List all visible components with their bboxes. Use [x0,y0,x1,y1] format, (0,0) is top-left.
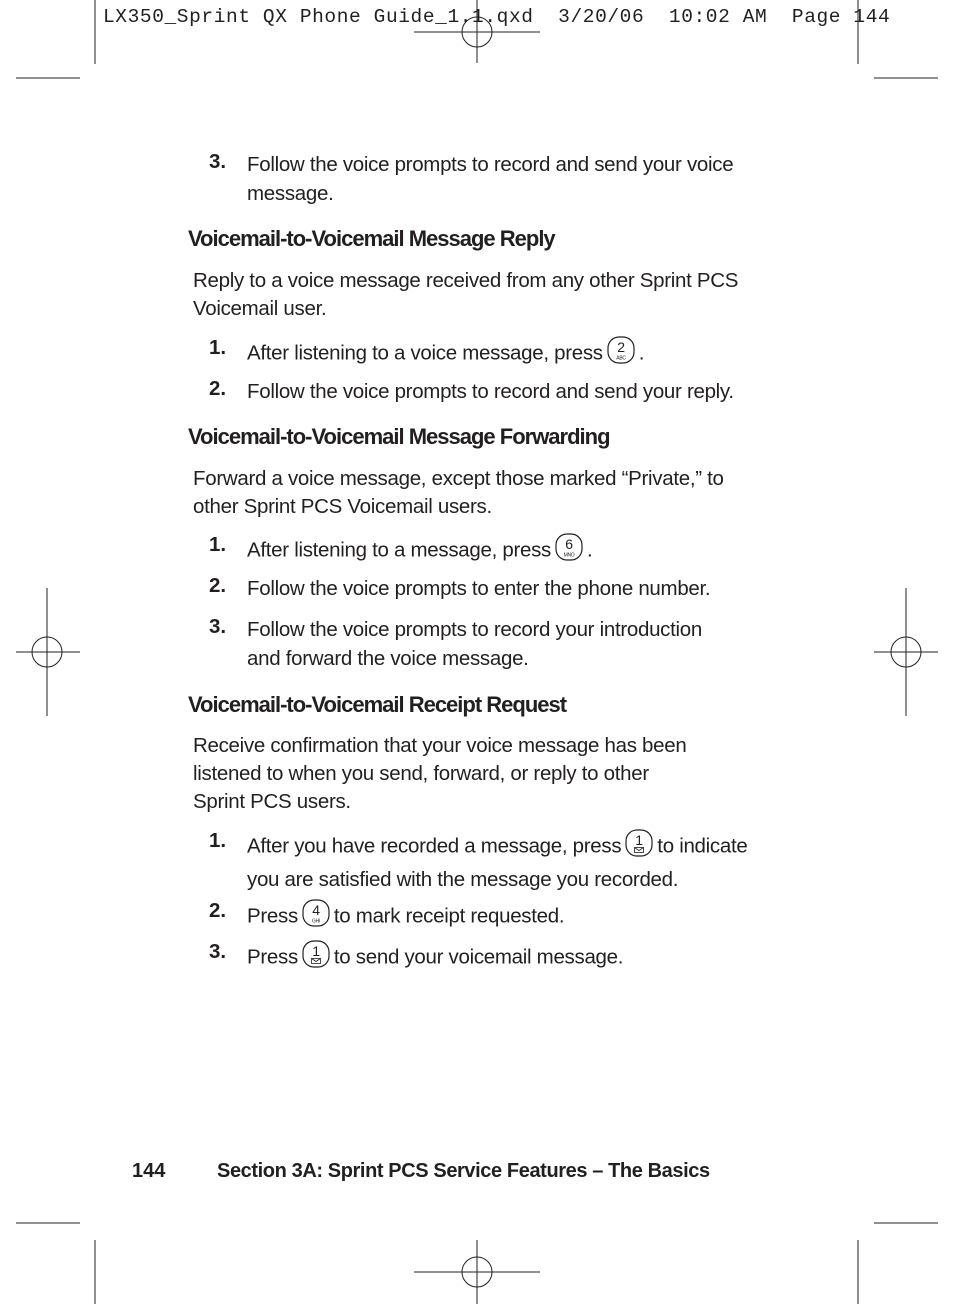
step-text: After you have recorded a message, press [247,834,622,858]
key-1-voicemail-icon [625,829,653,865]
step-text: Follow the voice prompts to record and send your voice message. [247,153,734,205]
svg-text:1: 1 [635,832,644,848]
step-text: and forward the voice message. [247,647,529,670]
section-footer: Section 3A: Sprint PCS Service Features – The Basics [217,1160,710,1182]
svg-text:4: 4 [312,902,320,918]
step-number: 2. [209,377,227,400]
svg-text:1: 1 [312,943,320,959]
step-text: Press [247,904,298,928]
step-text: Press [247,945,298,969]
reply-intro-line: Voicemail user. [193,297,327,320]
section-heading-forwarding: Voicemail-to-Voicemail Message Forwarding [188,424,610,449]
receipt-step-2 [247,899,807,935]
step-text: After listening to a voice message, press [247,341,603,365]
step-text: to indicate [657,834,748,858]
receipt-intro-line: listened to when you send, forward, or reply to other [193,762,649,785]
key-2-abc-icon [607,336,635,372]
step-text: . [638,341,645,365]
svg-text:2: 2 [617,339,625,355]
key-6-mno-icon [555,533,583,569]
slug-line: LX350_Sprint QX Phone Guide_1.1.qxd 3/20/06 10:02 AM Page 144 [103,6,891,28]
step-text: Follow the voice prompts to enter the phone number. [247,577,711,600]
svg-text:GHI: GHI [311,918,320,925]
step-number: 3. [209,615,227,638]
step-text: to send your voicemail message. [333,945,624,969]
step-number: 2. [209,574,227,597]
step-text: After listening to a message, press [247,538,551,562]
step-number: 2. [209,899,227,922]
step-text: to mark receipt requested. [333,904,565,928]
svg-text:MNO: MNO [563,552,575,559]
forwarding-intro-line: other Sprint PCS Voicemail users. [193,495,492,518]
receipt-intro [193,732,793,816]
step-text: . [587,538,593,562]
receipt-step-3 [247,940,807,976]
step-number: 3. [209,150,227,173]
reply-step-1 [247,336,807,372]
reply-intro [193,267,793,323]
svg-text:ABC: ABC [616,355,626,362]
forwarding-intro [193,465,793,521]
step-number: 1. [209,533,227,556]
receipt-step-1 [247,829,827,894]
step-number: 1. [209,829,227,852]
section-heading-reply: Voicemail-to-Voicemail Message Reply [188,226,555,251]
step-text: Follow the voice prompts to record and send your reply. [247,380,734,403]
step-text: you are satisfied with the message you recorded. [247,868,679,891]
reply-intro-line: Reply to a voice message received from any other Sprint PCS [193,269,739,292]
receipt-intro-line: Sprint PCS users. [193,790,351,813]
step-number: 3. [209,940,227,963]
page-number: 144 [132,1160,166,1182]
key-1-voicemail-icon [302,940,330,976]
key-4-ghi-icon [302,899,330,935]
svg-text:6: 6 [565,536,573,552]
forwarding-intro-line: Forward a voice message, except those marked “Private,” to [193,467,724,490]
forwarding-step-3 [247,615,807,673]
step-text: Follow the voice prompts to record your introduction [247,618,702,641]
receipt-intro-line: Receive confirmation that your voice message has been [193,734,687,757]
section-heading-receipt: Voicemail-to-Voicemail Receipt Request [188,692,567,717]
forwarding-step-1 [247,533,807,569]
step-number: 1. [209,336,227,359]
